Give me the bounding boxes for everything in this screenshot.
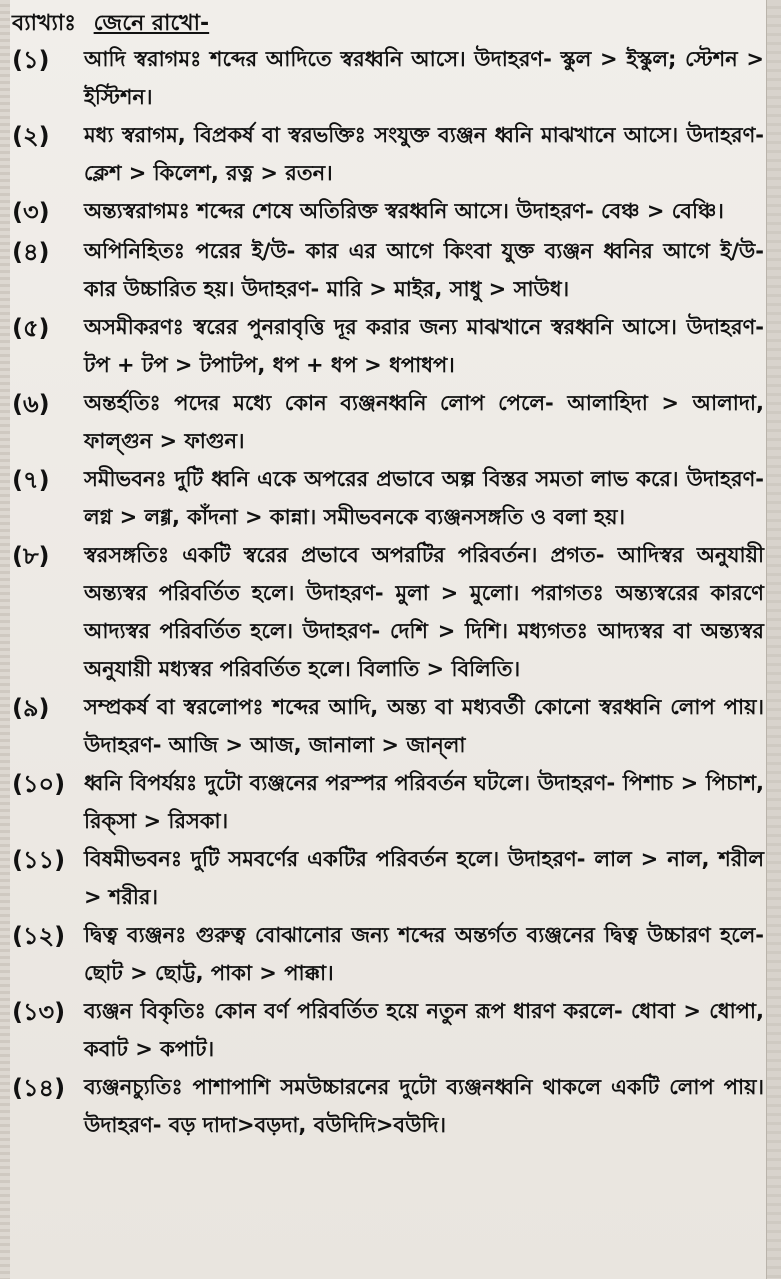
item-term: অসমীকরণঃ bbox=[84, 315, 184, 339]
item-body bbox=[84, 764, 764, 840]
item-body bbox=[84, 192, 764, 230]
item-number: (১২) bbox=[12, 922, 66, 950]
item-text: দুটি সমবর্ণের একটির পরিবর্তন হলে। উদাহরণ- লাল > নাল, শরীল > শরীর। bbox=[84, 847, 764, 909]
item-term: মধ্য স্বরাগম, বিপ্রকর্ষ বা স্বরভক্তিঃ bbox=[84, 123, 366, 147]
item-text: পদের মধ্যে কোন ব্যঞ্জনধ্বনি লোপ পেলে- আলাহিদা > আলাদা, ফাল্গুন > ফাগুন। bbox=[84, 391, 764, 453]
list-item bbox=[12, 40, 764, 116]
list-item bbox=[12, 460, 764, 536]
item-term: স্বরসঙ্গতিঃ bbox=[84, 543, 170, 567]
right-page-edge bbox=[766, 0, 781, 1279]
list-item bbox=[12, 536, 764, 688]
item-number: (২) bbox=[12, 122, 50, 150]
list-item bbox=[12, 764, 764, 840]
item-number: (৯) bbox=[12, 694, 50, 722]
list-item bbox=[12, 992, 764, 1068]
list-item bbox=[12, 688, 764, 764]
list-item bbox=[12, 192, 764, 232]
list-item bbox=[12, 308, 764, 384]
item-body bbox=[84, 536, 764, 688]
item-term: অপিনিহিতঃ bbox=[84, 239, 185, 263]
list-item bbox=[12, 384, 764, 460]
item-body bbox=[84, 308, 764, 384]
item-term: ব্যঞ্জনচ্যুতিঃ bbox=[84, 1075, 183, 1099]
item-term: ব্যঞ্জন বিকৃতিঃ bbox=[84, 999, 206, 1023]
item-body bbox=[84, 992, 764, 1068]
item-number: (৩) bbox=[12, 198, 50, 226]
left-page-edge bbox=[0, 0, 10, 1279]
item-body bbox=[84, 384, 764, 460]
list-item bbox=[12, 1068, 764, 1144]
item-body bbox=[84, 40, 764, 116]
item-term: অন্ত্যস্বরাগমঃ bbox=[84, 199, 190, 223]
item-term: অন্তর্হতিঃ bbox=[84, 391, 161, 415]
item-text: স্বরের পুনরাবৃত্তি দূর করার জন্য মাঝখানে স্বরধ্বনি আসে। উদাহরণ- টপ + টপ > টপাটপ, ধপ + ধপ > ধপাধপ। bbox=[84, 315, 764, 377]
item-body bbox=[84, 116, 764, 192]
item-text: শব্দের শেষে অতিরিক্ত স্বরধ্বনি আসে। উদাহরণ- বেঞ্চ > বেঞ্চি। bbox=[189, 199, 724, 223]
item-number: (১০) bbox=[12, 770, 66, 798]
item-body bbox=[84, 232, 764, 308]
item-text: গুরুত্ব বোঝানোর জন্য শব্দের অন্তর্গত ব্যঞ্জনের দ্বিত্ব উচ্চারণ হলে- ছোট > ছোট্ট, পাকা > পাক্কা। bbox=[84, 923, 765, 985]
list-item bbox=[12, 840, 764, 916]
item-body bbox=[84, 840, 764, 916]
item-number: (৮) bbox=[12, 542, 50, 570]
item-term: ধ্বনি বিপর্যয়ঃ bbox=[84, 771, 198, 795]
item-number: (৭) bbox=[12, 466, 50, 494]
item-text: পরের ই/উ- কার এর আগে কিংবা যুক্ত ব্যঞ্জন ধ্বনির আগে ই/উ- কার উচ্চারিত হয়। উদাহরণ- মারি > মাইর, সাধু > সাউধ। bbox=[84, 239, 764, 301]
item-number: (১৩) bbox=[12, 998, 66, 1026]
item-text: শব্দের আদিতে স্বরধ্বনি আসে। উদাহরণ- স্কুল > ইস্কুল; স্টেশন > ইস্টিশন। bbox=[84, 47, 764, 109]
item-term: সম্প্রকর্ষ বা স্বরলোপঃ bbox=[84, 695, 264, 719]
item-body bbox=[84, 916, 764, 992]
item-number: (১) bbox=[12, 46, 50, 74]
list-item bbox=[12, 916, 764, 992]
item-text: দুটি ধ্বনি একে অপরের প্রভাবে অল্প বিস্তর সমতা লাভ করে। উদাহরণ- লগ্ন > লগ্গ, কাঁদনা > কান্না। সমীভবনকে ব্যঞ্জনসঙ্গতি ও বলা হয়। bbox=[84, 467, 764, 529]
item-text: শব্দের আদি, অন্ত্য বা মধ্যবর্তী কোনো স্বরধ্বনি লোপ পায়। উদাহরণ- আজি > আজ, জানালা > জান্‌লা bbox=[84, 695, 764, 757]
item-term: দ্বিত্ব ব্যঞ্জনঃ bbox=[84, 923, 187, 947]
item-number: (১৪) bbox=[12, 1074, 66, 1102]
section-header bbox=[12, 6, 209, 43]
item-body bbox=[84, 688, 764, 764]
rules-list bbox=[12, 40, 764, 1144]
item-number: (১১) bbox=[12, 846, 66, 874]
item-text: কোন বর্ণ পরিবর্তিত হয়ে নতুন রূপ ধারণ করলে- ধোবা > ধোপা, কবাট > কপাট। bbox=[84, 999, 764, 1061]
item-number: (৫) bbox=[12, 314, 50, 342]
item-body bbox=[84, 460, 764, 536]
item-number: (৬) bbox=[12, 390, 50, 418]
header-label: ব্যাখ্যাঃ bbox=[12, 11, 76, 36]
header-title: জেনে রাখো- bbox=[93, 11, 210, 36]
item-text: একটি স্বরের প্রভাবে অপরটির পরিবর্তন। প্রগত- আদিস্বর অনুযায়ী অন্ত্যস্বর পরিবর্তিত হলে। উদাহরণ- মুলা > মুলো। পরাগতঃ অন্ত্যস্বরের কারণে আদ্যস্বর পরিবর্তিত হলে। উদাহরণ- দেশি > দিশি। মধ্যগতঃ আদ্যস্বর বা অন্ত্যস্বর অনুযায়ী মধ্যস্বর পরিবর্তিত হলে। বিলাতি > বিলিতি। bbox=[84, 543, 764, 681]
item-term: বিষমীভবনঃ bbox=[84, 847, 183, 871]
item-text: সংযুক্ত ব্যঞ্জন ধ্বনি মাঝখানে আসে। উদাহরণ- ক্লেশ > কিলেশ, রত্ন > রতন। bbox=[84, 123, 764, 185]
list-item bbox=[12, 116, 764, 192]
item-body bbox=[84, 1068, 764, 1144]
list-item bbox=[12, 232, 764, 308]
item-text: পাশাপাশি সমউচ্চারনের দুটো ব্যঞ্জনধ্বনি থাকলে একটি লোপ পায়। উদাহরণ- বড় দাদা>বড়দা, বউদিদি>বউদি। bbox=[84, 1075, 764, 1137]
item-text: দুটো ব্যঞ্জনের পরস্পর পরিবর্তন ঘটলে। উদাহরণ- পিশাচ > পিচাশ, রিক্‌সা > রিসকা। bbox=[84, 771, 764, 833]
item-term: আদি স্বরাগমঃ bbox=[84, 47, 202, 71]
item-term: সমীভবনঃ bbox=[84, 467, 167, 491]
item-number: (৪) bbox=[12, 238, 50, 266]
